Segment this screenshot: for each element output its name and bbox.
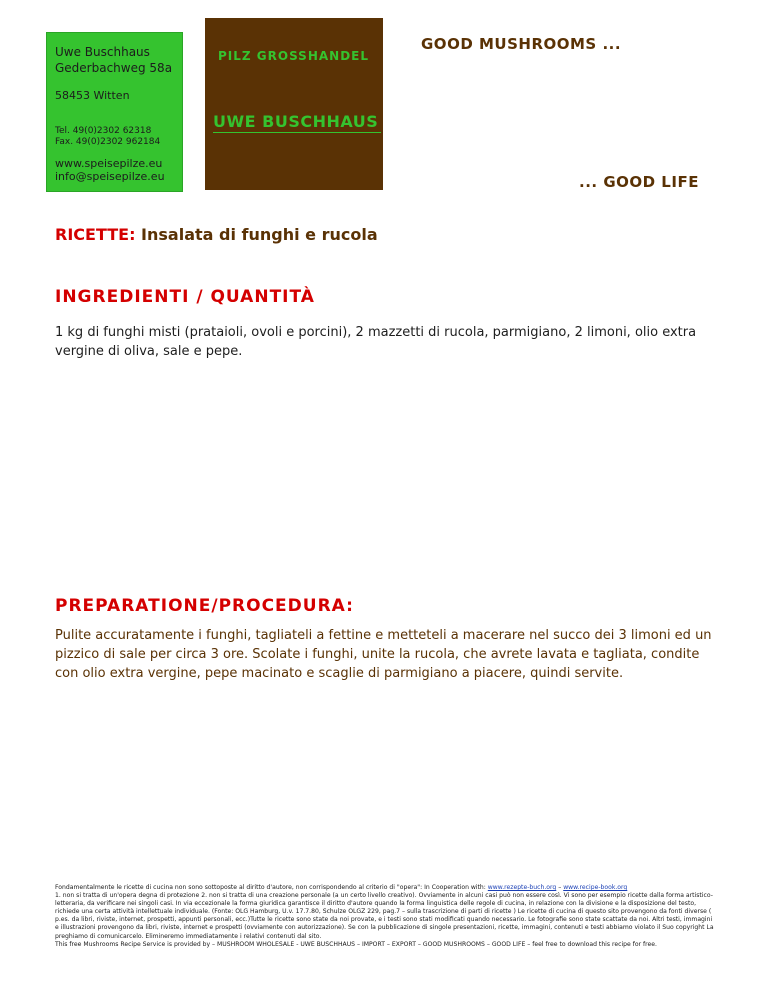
recipe-label: RICETTE: (55, 225, 136, 244)
footer-separator: – (556, 884, 564, 891)
recipe-name: Insalata di funghi e rucola (141, 225, 378, 244)
recipe-title (55, 225, 378, 244)
contact-street: Gederbachweg 58a (55, 61, 173, 75)
contact-phone: Tel. 49(0)2302 62318 (55, 126, 152, 136)
ingredients-text: 1 kg di funghi misti (prataioli, ovoli e porcini), 2 mazzetti di rucola, parmigiano, 2 limoni, olio extra vergine di oliva, sale e pepe. (55, 325, 697, 359)
brand-line1: PILZ GROSSHANDEL (218, 49, 369, 63)
brand-line2: UWE BUSCHHAUS (213, 112, 381, 133)
contact-name: Uwe Buschhaus (55, 45, 150, 59)
brand-box (205, 18, 383, 190)
ingredients-heading: INGREDIENTI / QUANTITÀ (55, 287, 315, 307)
slogan-top: GOOD MUSHROOMS ... (421, 35, 622, 53)
contact-fax: Fax. 49(0)2302 962184 (55, 137, 161, 147)
footer-body: 1. non si tratta di un'opera degna di protezione 2. non si tratta di una creazione personale (a un certo livello creativo). Ovviamente in alcuni casi può non essere così. Vi sono per esempio ricette dalla forma artistico- letteraria, da verificare nei singoli casi. In via eccezionale la forma giuridica garantisce il diritto d'autore quando la forma linguistica delle regole di cucina, in relazione con la divisione e la disposizione del testo, richiede una certa attività intellettuale individuale. (Fonte: OLG Hamburg, U.v. 17.7.80, Schulze OLGZ 229, pag.7 – sulla trascrizione di parti di ricette ) Le ricette di cucina di questo sito provengono da fonti diverse ( p.es. da libri, riviste, internet, prospetti, appunti personali, ecc.)Tutte le ricette sono state da noi provate, e i testi sono stati modificati quando necessario. Le fotografie sono state scattate da noi. Altri testi, immagini e illustrazioni provengono da libri, riviste, internet e prospetti (ovviamente con autorizzazione). Se con la pubblicazione di singole presentazioni, ricette, immagini, contenuti e testi abbiamo violato il Suo copyright La preghiamo di comunicarcelo. Elimineremo immediatamente i relativi contenuti dal sito. (55, 892, 714, 940)
contact-box (46, 32, 183, 192)
contact-city: 58453 Witten (55, 89, 130, 102)
footer-link-rezepte[interactable]: www.rezepte-buch.org (487, 884, 557, 891)
preparation-heading: PREPARATIONE/PROCEDURA: (55, 596, 354, 616)
contact-website[interactable]: www.speisepilze.eu (55, 157, 163, 170)
preparation-text: Pulite accuratamente i funghi, tagliateli a fettine e metteteli a macerare nel succo dei 3 limoni ed un pizzico di sale per circa 3 ore. Scolate i funghi, unite la rucola, che avrete lavata e tagliata, condite con olio extra vergine, pepe macinato e scaglie di parmigiano a piacere, quindi servite. (55, 628, 712, 681)
footer-disclaimer (55, 884, 715, 949)
footer-last-line: This free Mushrooms Recipe Service is provided by – MUSHROOM WHOLESALE - UWE BUSCHHAUS – IMPORT – EXPORT – GOOD MUSHROOMS – GOOD LIFE – feel free to download this recipe for free. (55, 940, 657, 948)
footer-first-line (55, 884, 715, 892)
contact-email[interactable]: info@speisepilze.eu (55, 170, 165, 183)
slogan-bottom: ... GOOD LIFE (579, 173, 699, 191)
footer-intro: Fondamentalmente le ricette di cucina non sono sottoposte al diritto d'autore, non corrispondendo al criterio di "opera": In Cooperation with: (55, 884, 488, 891)
footer-link-recipe[interactable]: www.recipe-book.org (563, 884, 628, 891)
